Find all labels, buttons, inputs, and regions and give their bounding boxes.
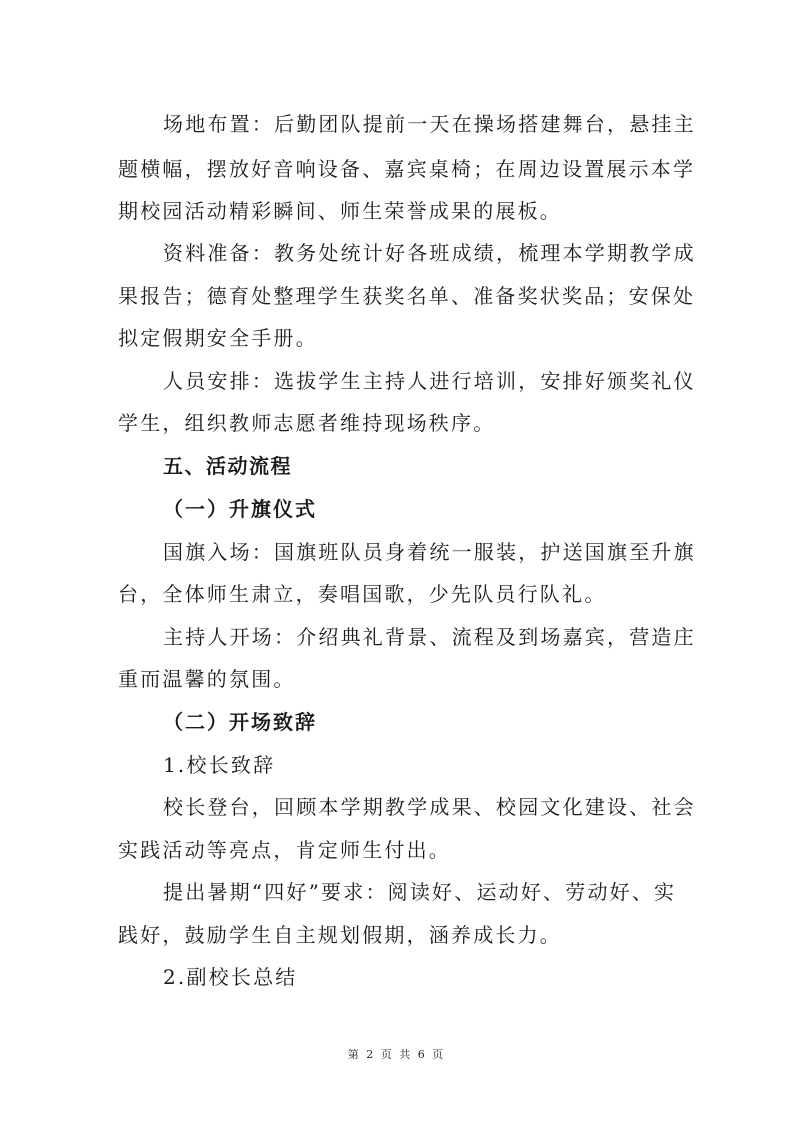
- item-1-title: 1.校长致辞: [163, 753, 276, 777]
- paragraph-summer-line-2: 践好，鼓励学生自主规划假期，涵养成长力。: [118, 923, 562, 947]
- paragraph-host-line-2: 重而温馨的氛围。: [118, 667, 296, 691]
- paragraph-summer-line-1: 提出暑期“四好”要求：阅读好、运动好、劳动好、实: [163, 880, 677, 904]
- paragraph-venue-line-1: 场地布置：后勤团队提前一天在操场搭建舞台，悬挂主: [163, 112, 696, 136]
- page-footer: 第 2 页 共 6 页: [347, 1048, 446, 1061]
- paragraph-staff-line-2: 学生，组织教师志愿者维持现场秩序。: [118, 411, 496, 435]
- paragraph-venue-line-2: 题横幅，摆放好音响设备、嘉宾桌椅；在周边设置展示本学: [118, 157, 696, 181]
- section-heading: 五、活动流程: [163, 454, 292, 478]
- subsection-2-title: （二）开场致辞: [163, 710, 317, 734]
- paragraph-materials-line-1: 资料准备：教务处统计好各班成绩，梳理本学期教学成: [163, 241, 696, 265]
- item-2-title: 2.副校长总结: [163, 965, 298, 989]
- paragraph-flag-line-2: 台，全体师生肃立，奏唱国歌，少先队员行队礼。: [118, 582, 607, 606]
- paragraph-materials-line-2: 果报告；德育处整理学生获奖名单、准备奖状奖品；安保处: [118, 284, 696, 308]
- paragraph-principal-line-2: 实践活动等亮点，肯定师生付出。: [118, 838, 451, 862]
- paragraph-materials-line-3: 拟定假期安全手册。: [118, 326, 318, 350]
- paragraph-venue-line-3: 期校园活动精彩瞬间、师生荣誉成果的展板。: [118, 199, 562, 223]
- paragraph-host-line-1: 主持人开场：介绍典礼背景、流程及到场嘉宾，营造庄: [163, 625, 696, 649]
- paragraph-flag-line-1: 国旗入场：国旗班队员身着统一服装，护送国旗至升旗: [163, 540, 696, 564]
- paragraph-staff-line-1: 人员安排：选拔学生主持人进行培训，安排好颁奖礼仪: [163, 369, 696, 393]
- subsection-1-title: （一）升旗仪式: [163, 497, 317, 521]
- paragraph-principal-line-1: 校长登台，回顾本学期教学成果、校园文化建设、社会: [163, 795, 696, 819]
